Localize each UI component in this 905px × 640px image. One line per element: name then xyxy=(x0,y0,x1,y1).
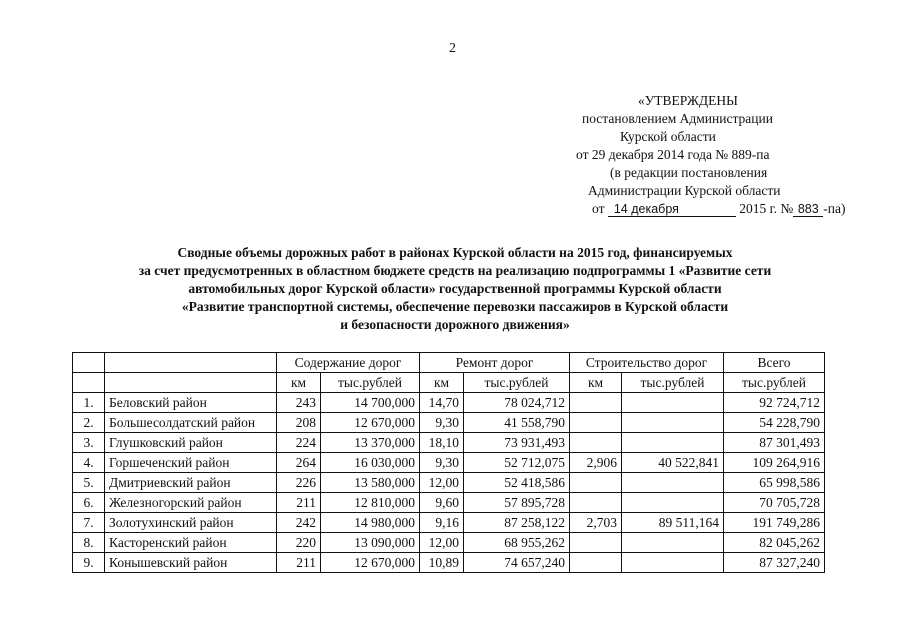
construction-km xyxy=(570,433,622,453)
construction-km: 2,703 xyxy=(570,513,622,533)
approval-line-6: Администрации Курской области xyxy=(588,183,781,198)
subheader-km: км xyxy=(570,373,622,393)
approval-number-handwritten: 883 xyxy=(793,202,823,217)
construction-km xyxy=(570,413,622,433)
table-row xyxy=(73,553,825,573)
construction-sum: 89 511,164 xyxy=(622,513,724,533)
total-sum: 92 724,712 xyxy=(724,393,825,413)
title-line: «Развитие транспортной системы, обеспечение перевозки пассажиров в Курской области xyxy=(181,299,729,314)
title-line: и безопасности дорожного движения» xyxy=(340,317,570,332)
approval-line-5: (в редакции постановления xyxy=(610,165,768,180)
approval-date-handwritten: 14 декабря xyxy=(608,202,736,217)
maintenance-km: 242 xyxy=(277,513,321,533)
repair-sum: 78 024,712 xyxy=(464,393,570,413)
repair-km: 9,16 xyxy=(420,513,464,533)
title-line: автомобильных дорог Курской области» государственной программы Курской области xyxy=(188,281,722,296)
subheader-thousand-rubles: тыс.рублей xyxy=(622,373,724,393)
subheader-km: км xyxy=(420,373,464,393)
table-row xyxy=(73,433,825,453)
repair-km: 9,30 xyxy=(420,413,464,433)
total-sum: 87 327,240 xyxy=(724,553,825,573)
approval-line-7 xyxy=(592,200,860,218)
maintenance-km: 224 xyxy=(277,433,321,453)
header-repair: Ремонт дорог xyxy=(420,353,570,373)
total-sum: 70 705,728 xyxy=(724,493,825,513)
maintenance-sum: 14 700,000 xyxy=(321,393,420,413)
repair-sum: 57 895,728 xyxy=(464,493,570,513)
district-name: Золотухинский район xyxy=(105,513,277,533)
row-number: 7. xyxy=(73,513,105,533)
construction-km: 2,906 xyxy=(570,453,622,473)
repair-sum: 52 712,075 xyxy=(464,453,570,473)
construction-km xyxy=(570,393,622,413)
construction-sum xyxy=(622,533,724,553)
repair-km: 14,70 xyxy=(420,393,464,413)
approval-date-prefix: от xyxy=(592,201,605,216)
header-construction: Строительство дорог xyxy=(570,353,724,373)
district-name: Глушковский район xyxy=(105,433,277,453)
row-number: 2. xyxy=(73,413,105,433)
table-header-row xyxy=(73,353,825,373)
approval-line-2: постановлением Администрации xyxy=(582,111,773,126)
approval-line-4: от 29 декабря 2014 года № 889-па xyxy=(576,147,770,162)
row-number: 6. xyxy=(73,493,105,513)
maintenance-sum: 12 810,000 xyxy=(321,493,420,513)
header-empty-cell xyxy=(105,373,277,393)
repair-km: 12,00 xyxy=(420,533,464,553)
table-subheader-row xyxy=(73,373,825,393)
construction-sum xyxy=(622,393,724,413)
maintenance-sum: 13 580,000 xyxy=(321,473,420,493)
maintenance-km: 220 xyxy=(277,533,321,553)
construction-sum xyxy=(622,553,724,573)
header-empty-cell xyxy=(73,353,105,373)
subheader-thousand-rubles: тыс.рублей xyxy=(724,373,825,393)
construction-sum xyxy=(622,413,724,433)
maintenance-sum: 12 670,000 xyxy=(321,553,420,573)
table-row xyxy=(73,413,825,433)
subheader-thousand-rubles: тыс.рублей xyxy=(464,373,570,393)
maintenance-sum: 13 090,000 xyxy=(321,533,420,553)
repair-sum: 87 258,122 xyxy=(464,513,570,533)
repair-sum: 74 657,240 xyxy=(464,553,570,573)
row-number: 3. xyxy=(73,433,105,453)
maintenance-sum: 12 670,000 xyxy=(321,413,420,433)
document-title xyxy=(60,244,850,334)
construction-km xyxy=(570,493,622,513)
page-number: 2 xyxy=(449,41,456,56)
construction-km xyxy=(570,533,622,553)
table-row xyxy=(73,513,825,533)
approval-number-suffix: -па) xyxy=(823,201,846,216)
repair-sum: 41 558,790 xyxy=(464,413,570,433)
total-sum: 82 045,262 xyxy=(724,533,825,553)
district-name: Касторенский район xyxy=(105,533,277,553)
row-number: 4. xyxy=(73,453,105,473)
construction-sum xyxy=(622,473,724,493)
approval-year-text: 2015 г. № xyxy=(739,201,794,216)
subheader-thousand-rubles: тыс.рублей xyxy=(321,373,420,393)
table-row xyxy=(73,493,825,513)
header-empty-cell xyxy=(105,353,277,373)
repair-km: 9,60 xyxy=(420,493,464,513)
header-empty-cell xyxy=(73,373,105,393)
maintenance-km: 264 xyxy=(277,453,321,473)
district-name: Железногорский район xyxy=(105,493,277,513)
title-line: за счет предусмотренных в областном бюджете средств на реализацию подпрограммы 1 «Развитие сети xyxy=(138,263,772,278)
maintenance-km: 243 xyxy=(277,393,321,413)
total-sum: 87 301,493 xyxy=(724,433,825,453)
row-number: 8. xyxy=(73,533,105,553)
district-name: Беловский район xyxy=(105,393,277,413)
maintenance-sum: 13 370,000 xyxy=(321,433,420,453)
repair-sum: 73 931,493 xyxy=(464,433,570,453)
total-sum: 54 228,790 xyxy=(724,413,825,433)
maintenance-km: 208 xyxy=(277,413,321,433)
construction-sum: 40 522,841 xyxy=(622,453,724,473)
row-number: 9. xyxy=(73,553,105,573)
district-name: Большесолдатский район xyxy=(105,413,277,433)
maintenance-sum: 16 030,000 xyxy=(321,453,420,473)
row-number: 5. xyxy=(73,473,105,493)
total-sum: 109 264,916 xyxy=(724,453,825,473)
subheader-km: км xyxy=(277,373,321,393)
total-sum: 191 749,286 xyxy=(724,513,825,533)
repair-km: 9,30 xyxy=(420,453,464,473)
table-row xyxy=(73,453,825,473)
repair-km: 12,00 xyxy=(420,473,464,493)
approval-block xyxy=(560,92,860,218)
row-number: 1. xyxy=(73,393,105,413)
repair-km: 18,10 xyxy=(420,433,464,453)
header-total: Всего xyxy=(724,353,825,373)
district-name: Дмитриевский район xyxy=(105,473,277,493)
construction-sum xyxy=(622,433,724,453)
approval-line-3: Курской области xyxy=(620,129,716,144)
construction-sum xyxy=(622,493,724,513)
total-sum: 65 998,586 xyxy=(724,473,825,493)
maintenance-sum: 14 980,000 xyxy=(321,513,420,533)
road-works-table xyxy=(72,352,825,573)
construction-km xyxy=(570,553,622,573)
maintenance-km: 211 xyxy=(277,493,321,513)
district-name: Горшеченский район xyxy=(105,453,277,473)
repair-km: 10,89 xyxy=(420,553,464,573)
table-row xyxy=(73,533,825,553)
construction-km xyxy=(570,473,622,493)
district-name: Конышевский район xyxy=(105,553,277,573)
header-maintenance: Содержание дорог xyxy=(277,353,420,373)
table-row xyxy=(73,473,825,493)
table-row xyxy=(73,393,825,413)
approval-line-1: «УТВЕРЖДЕНЫ xyxy=(638,93,738,108)
title-line: Сводные объемы дорожных работ в районах Курской области на 2015 год, финансируемых xyxy=(177,245,733,260)
maintenance-km: 211 xyxy=(277,553,321,573)
repair-sum: 68 955,262 xyxy=(464,533,570,553)
repair-sum: 52 418,586 xyxy=(464,473,570,493)
maintenance-km: 226 xyxy=(277,473,321,493)
